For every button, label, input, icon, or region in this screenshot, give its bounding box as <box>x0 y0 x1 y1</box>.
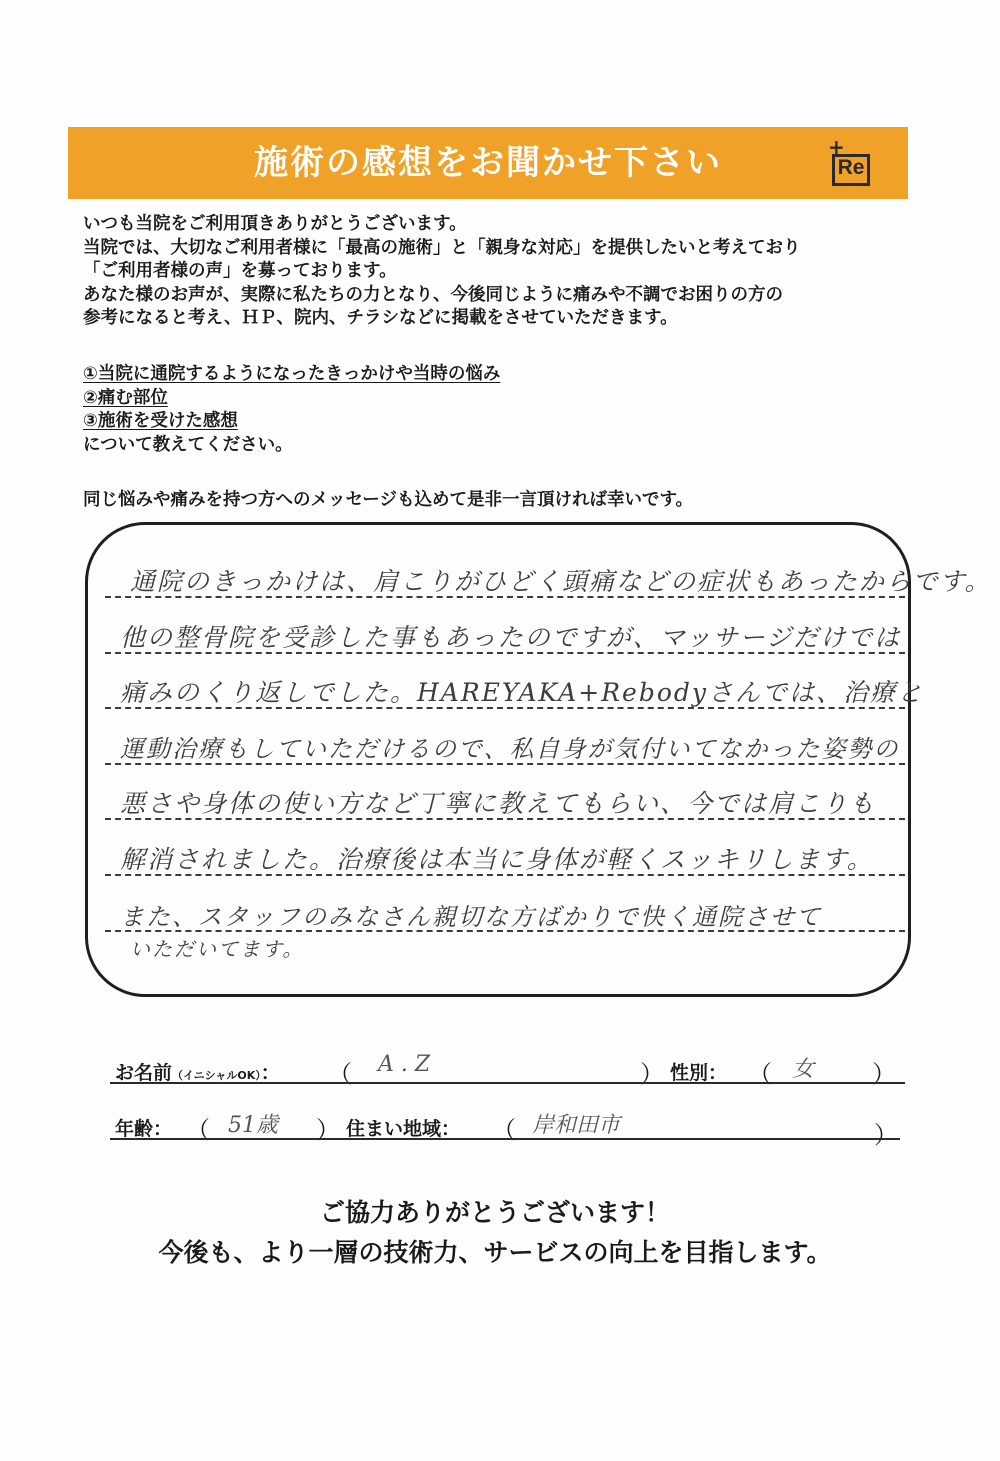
logo-plus: + <box>828 135 845 159</box>
handwritten-line: 運動治療もしていただけるので、私自身が気付いてなかった姿勢の <box>120 735 900 763</box>
name-field-label <box>115 1058 280 1085</box>
handwritten-line: また、スタッフのみなさん親切な方ばかりで快く通院させて <box>120 903 822 931</box>
rebody-logo <box>828 135 874 186</box>
name-note: （イニシャルOK） <box>172 1069 261 1082</box>
area-value: 岸和田市 <box>532 1113 621 1138</box>
question-item: ②痛む部位 <box>83 387 168 408</box>
handwritten-line: 他の整骨院を受診した事もあったのですが、マッサージだけでは <box>120 623 902 652</box>
thanks-message: ご協力ありがとうございます！ <box>319 1198 670 1227</box>
close-paren: ） <box>640 1060 664 1088</box>
area-field-label: 住まい地域： <box>346 1118 461 1140</box>
age-underline <box>110 1138 900 1140</box>
intro-line: あなた様のお声が、実際に私たちの力となり、今後同じように痛みや不調でお困りの方の <box>83 284 783 305</box>
open-paren: （ <box>328 1060 352 1088</box>
intro-text <box>83 213 923 331</box>
open-paren: （ <box>492 1116 516 1144</box>
intro-line: 「ご利用者様の声」を募っております。 <box>83 261 397 282</box>
handwritten-line: 悪さや身体の使い方など丁寧に教えてもらい、今では肩こりも <box>120 789 877 818</box>
question-tail: について教えてください。 <box>83 434 293 455</box>
page-title: 施術の感想をお聞かせ下さい <box>254 143 722 183</box>
name-label: お名前 <box>115 1062 173 1084</box>
handwritten-line: 解消されました。治療後は本当に身体が軽くスッキリします。 <box>120 845 874 874</box>
open-paren: （ <box>186 1116 210 1144</box>
age-value: 51歳 <box>228 1113 278 1138</box>
open-paren: （ <box>748 1060 772 1088</box>
logo-text: Re <box>837 156 865 179</box>
age-field-label: 年齢： <box>115 1118 173 1140</box>
close-paren: ） <box>874 1121 898 1149</box>
name-underline <box>110 1082 905 1084</box>
intro-line: いつも当院をご利用頂きありがとうございます。 <box>83 214 467 234</box>
header-banner <box>68 127 908 199</box>
question-list <box>83 363 923 457</box>
handwritten-line: 通院のきっかけは、肩こりがひどく頭痛などの症状もあったからです。 <box>130 567 992 596</box>
question-item: ①当院に通院するようになったきっかけや当時の悩み <box>83 364 501 384</box>
handwritten-line: 痛みのくり返しでした。HAREYAKA+Rebodyさんでは、治療と <box>120 678 925 707</box>
close-paren: ） <box>316 1116 340 1144</box>
message-request: 同じ悩みや痛みを持つ方へのメッセージも込めて是非一言頂ければ幸いです。 <box>83 490 694 510</box>
handwritten-line: いただいてます。 <box>130 937 305 961</box>
name-value: A . Z <box>378 1052 431 1077</box>
closing-message: 今後も、より一層の技術力、サービスの向上を目指します。 <box>158 1238 832 1267</box>
intro-line: 当院では、大切なご利用者様に「最高の施術」と「親身な対応」を提供したいと考えており <box>83 237 801 258</box>
close-paren: ） <box>872 1060 896 1088</box>
gender-field-label: 性別： <box>670 1062 728 1084</box>
question-item: ③施術を受けた感想 <box>83 411 238 432</box>
intro-line: 参考になると考え、ＨＰ、院内、チラシなどに掲載をさせていただきます。 <box>83 308 678 329</box>
gender-value: 女 <box>792 1057 815 1082</box>
name-colon: ： <box>260 1062 280 1084</box>
